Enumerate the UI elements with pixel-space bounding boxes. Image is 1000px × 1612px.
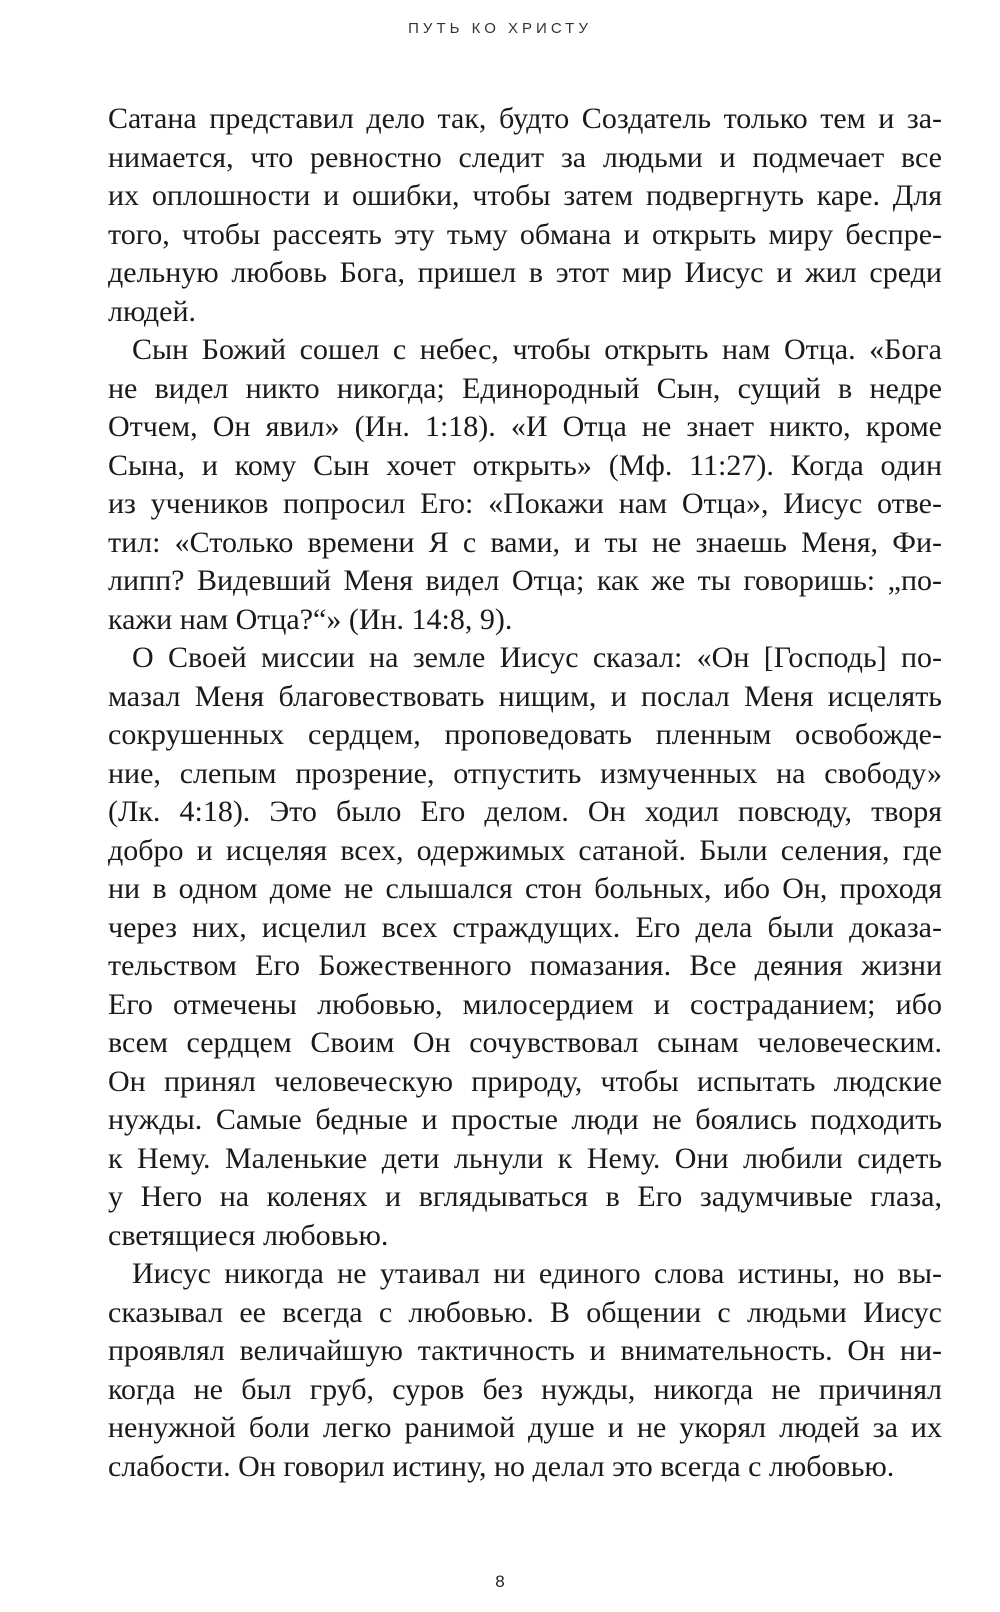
text-line: не видел никто никогда; Единородный Сын, сущий в недре <box>108 371 942 405</box>
text-line: Он принял человеческую природу, чтобы испытать людские <box>108 1064 942 1098</box>
text-line: через них, исцелил всех страждущих. Его дела были доказа- <box>108 910 942 944</box>
text-line: из учеников попросил Его: «Покажи нам Отца», Иисус отве- <box>108 487 942 520</box>
text-line: светящиеся любовью. <box>108 1218 389 1252</box>
paragraph-2 <box>108 331 942 639</box>
text-line: сказывал ее всегда с любовью. В общении с людьми Иисус <box>108 1295 942 1329</box>
paragraph-4 <box>108 1255 942 1486</box>
text-line: нужды. Самые бедные и простые люди не боялись подходить <box>108 1103 942 1136</box>
text-line: ни в одном доме не слышался стон больных, ибо Он, проходя <box>108 872 942 905</box>
text-line: тил: «Столько времени Я с вами, и ты не знаешь Меня, Фи- <box>108 525 942 559</box>
text-line: слабости. Он говорил истину, но делал это всегда с любовью. <box>108 1449 895 1483</box>
body-text <box>108 100 942 1486</box>
text-line: когда не был груб, суров без нужды, никогда не причинял <box>108 1372 942 1406</box>
text-line: Сына, и кому Сын хочет открыть» (Мф. 11:27). Когда один <box>108 448 942 482</box>
text-line: проявлял величайшую тактичность и внимательность. Он ни- <box>108 1334 942 1367</box>
text-line: тельством Его Божественного помазания. Все деяния жизни <box>108 949 942 982</box>
text-line: О Своей миссии на земле Иисус сказал: «Он [Господь] по- <box>132 641 942 674</box>
text-line: к Нему. Маленькие дети льнули к Нему. Они любили сидеть <box>108 1141 942 1175</box>
running-head: ПУТЬ КО ХРИСТУ <box>408 20 592 37</box>
text-line: мазал Меня благовествовать нищим, и послал Меня исцелять <box>108 679 942 713</box>
text-line: добро и исцеляя всех, одержимых сатаной. Были селения, где <box>108 833 942 867</box>
text-line: Его отмечены любовью, милосердием и состраданием; ибо <box>108 987 942 1021</box>
text-line: дельную любовь Бога, пришел в этот мир Иисус и жил среди <box>108 256 942 289</box>
paragraph-3 <box>108 639 942 1255</box>
text-line: всем сердцем Своим Он сочувствовал сынам человеческим. <box>108 1026 942 1059</box>
text-line: сокрушенных сердцем, проповедовать пленным освобожде- <box>108 718 942 751</box>
text-line: того, чтобы рассеять эту тьму обмана и открыть миру беспре- <box>108 217 942 251</box>
text-line: кажи нам Отца?“» (Ин. 14:8, 9). <box>108 602 513 636</box>
text-line: у Него на коленях и вглядываться в Его задумчивые глаза, <box>108 1180 942 1213</box>
text-line: нимается, что ревностно следит за людьми и подмечает все <box>108 140 942 174</box>
text-line: ненужной боли легко ранимой душе и не укорял людей за их <box>108 1411 942 1444</box>
text-line: их оплошности и ошибки, чтобы затем подвергнуть каре. Для <box>108 179 942 212</box>
text-line: Иисус никогда не утаивал ни единого слова истины, но вы- <box>132 1257 942 1290</box>
text-line: Отчем, Он явил» (Ин. 1:18). «И Отца не знает никто, кроме <box>108 410 942 443</box>
text-line: Сатана представил дело так, будто Создатель только тем и за- <box>108 102 942 135</box>
text-line: Сын Божий сошел с небес, чтобы открыть нам Отца. «Бога <box>132 333 942 366</box>
text-line: липп? Видевший Меня видел Отца; как же ты говоришь: „по- <box>108 564 942 597</box>
paragraph-1 <box>108 100 942 331</box>
text-line: (Лк. 4:18). Это было Его делом. Он ходил повсюду, творя <box>108 795 942 828</box>
text-line: людей. <box>108 294 196 328</box>
text-line: ние, слепым прозрение, отпустить измученных на свободу» <box>108 756 942 790</box>
page-number: 8 <box>495 1572 505 1591</box>
